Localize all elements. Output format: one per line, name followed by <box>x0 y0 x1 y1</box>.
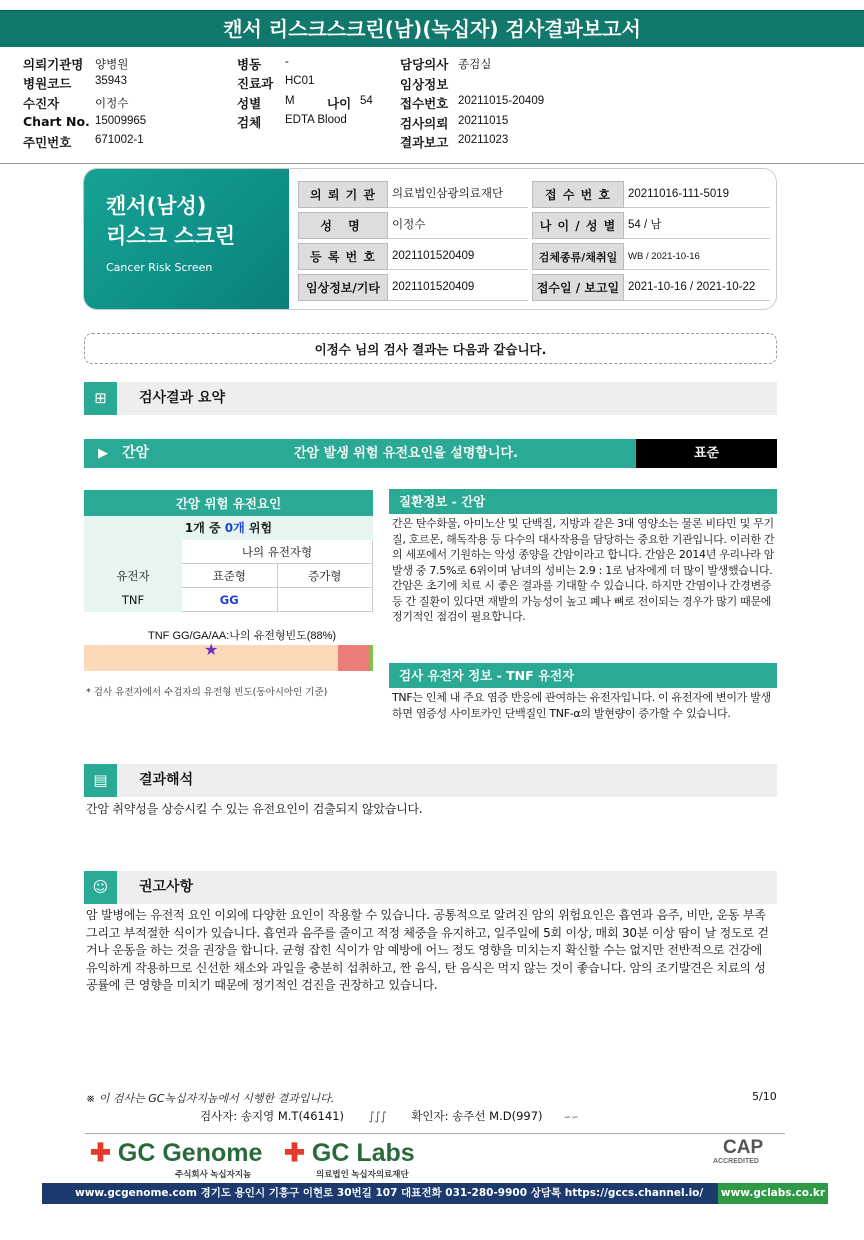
card-title-1: 캔서(남성) <box>106 194 207 218</box>
interpret-title: 결과해석 <box>139 772 194 788</box>
play-icon: ▶ <box>98 446 108 461</box>
freq-bar <box>84 645 373 671</box>
card-label: 검체종류/채취일 <box>532 243 624 270</box>
inspector: 검사자: 송지영 M.T(46141) <box>200 1109 344 1123</box>
cross-icon: ✚ <box>284 1139 305 1167</box>
dept-label: 진료과 <box>237 76 274 91</box>
risk-count-num: 0개 <box>224 521 245 535</box>
source-note: ※ 이 검사는 GC녹십자지놈에서 시행한 결과입니다. <box>86 1092 335 1105</box>
card-value: 의료법인삼광의료재단 <box>388 181 528 208</box>
gene-table <box>84 490 373 612</box>
age-label: 나이 <box>327 96 352 111</box>
accession-label: 접수번호 <box>400 96 449 111</box>
report-label: 결과보고 <box>400 135 449 150</box>
patient-value: 이정수 <box>95 98 129 110</box>
card-value: 54 / 남 <box>624 212 770 239</box>
clinical-label: 임상정보 <box>400 77 449 92</box>
bottom-bar <box>42 1183 828 1204</box>
footnote: * 검사 유전자에서 수검자의 유전형 빈도(동아시아인 기준) <box>86 687 328 698</box>
ward-label: 병동 <box>237 57 262 72</box>
gc-labs-text: GC Labs <box>311 1139 415 1167</box>
status-badge: 표준 <box>636 439 777 468</box>
report-title: 캔서 리스크스크린(남)(녹십자) 검사결과보고서 <box>0 10 864 47</box>
report-value: 20211023 <box>458 134 509 146</box>
patient-header <box>0 49 864 164</box>
card-value: 2021-10-16 / 2021-10-22 <box>624 274 770 301</box>
code-value: 35943 <box>95 75 127 87</box>
divider <box>85 1133 785 1134</box>
disease-info-title: 질환정보 - 간암 <box>389 489 777 514</box>
confirmer: 확인자: 송주선 M.D(997) <box>411 1109 543 1123</box>
chart-label: Chart No. <box>23 114 90 129</box>
result-notice: 이정수 님의 검사 결과는 다음과 같습니다. <box>84 333 777 364</box>
specimen-label: 검체 <box>237 115 262 130</box>
cap-logo: CAP <box>723 1137 764 1158</box>
empty-cell <box>85 540 182 564</box>
gc-labs-logo <box>284 1138 415 1168</box>
card-subtitle: Cancer Risk Screen <box>106 261 213 274</box>
risk-count-pre: 1개 중 <box>184 521 225 535</box>
gc-genome-text: GC Genome <box>117 1139 263 1167</box>
freq-segment-green <box>370 645 373 671</box>
freq-label: TNF GG/GA/AA:나의 유전형빈도(88%) <box>148 630 337 642</box>
card-label: 의 뢰 기 관 <box>298 181 388 208</box>
risk-count-post: 위험 <box>244 521 273 535</box>
freq-segment-red <box>338 645 370 671</box>
rrn-value: 671002-1 <box>95 134 144 146</box>
card-label: 등 록 번 호 <box>298 243 388 270</box>
bottom-address: www.gcgenome.com 경기도 용인시 기흥구 이현로 30번길 107 대표전화 031-280-9900 상담톡 https://gccs.channel.io/ <box>75 1187 704 1199</box>
card-banner <box>84 169 289 310</box>
my-type-header: 나의 유전자형 <box>182 540 373 564</box>
ward-value: - <box>285 56 289 68</box>
card-title-2: 리스크 스크린 <box>106 224 236 248</box>
gene-header: 유전자 <box>85 564 182 588</box>
interpret-section-header <box>84 764 777 797</box>
interpret-text: 간암 취약성을 상승시킬 수 있는 유전요인이 검출되지 않았습니다. <box>86 802 423 816</box>
card-value: WB / 2021-10-16 <box>624 243 770 270</box>
card-value: 20211016-111-5019 <box>624 181 770 208</box>
test-info-card <box>83 168 777 310</box>
signature-1: ∫∫∫ <box>368 1109 387 1123</box>
liver-desc: 간암 발생 위험 유전요인을 설명합니다. <box>294 446 518 461</box>
risk-count <box>85 516 373 540</box>
patient-label: 수진자 <box>23 96 60 111</box>
clipboard-icon: ▤ <box>84 764 117 797</box>
card-value: 이정수 <box>388 212 528 239</box>
dept-value: HC01 <box>285 75 315 87</box>
chart-value: 15009965 <box>95 115 147 127</box>
gc-genome-sub: 주식회사 녹십자지놈 <box>175 1169 252 1179</box>
card-label: 성 명 <box>298 212 388 239</box>
cross-icon: ✚ <box>90 1139 111 1167</box>
sex-label: 성별 <box>237 96 262 111</box>
disease-info-text: 간은 탄수화물, 아미노산 및 단백질, 지방과 같은 3대 영양소는 물론 비타민 및 무기질, 호르몬, 해독작용 등 다수의 대사작용을 담당하는 중요한 기관입니다. 이러한 간의 세포에서 기원하는 악성 종양을 간암이라고 합니다. 간암은 2014년 우리나라 암 발생 중 7.5%로 6위이며 남녀의 성비는 2.9 : 1로 남자에게 더 많이 발생했습니다. 간암은 초기에 치료 시 좋은 결과를 기대할 수 있습니다. 하지만 간염이나 간경변증 등 간 질환이 있다면 재발의 가능성이 높고 폐나 뼈로 전이되는 경우가 많기 때문에 정기적인 점검이 필요합니다. <box>392 517 775 623</box>
doctor-label: 담당의사 <box>400 57 449 72</box>
advice-title: 권고사항 <box>139 879 194 895</box>
std-value: GG <box>182 588 278 612</box>
consult-icon: ☺ <box>84 871 117 904</box>
folder-plus-icon: ⊞ <box>84 382 117 415</box>
accession-value: 20211015-20409 <box>458 95 545 107</box>
card-value: 2021101520409 <box>388 243 528 270</box>
liver-cancer-bar <box>84 439 777 468</box>
advice-section-header <box>84 871 777 904</box>
star-icon: ★ <box>204 640 219 659</box>
gc-genome-logo <box>90 1138 262 1168</box>
card-value: 2021101520409 <box>388 274 528 301</box>
page-number: 5/10 <box>752 1090 777 1103</box>
inst-value: 양병원 <box>95 59 129 71</box>
card-label: 접수일 / 보고일 <box>532 274 624 301</box>
cap-sub: ACCREDITED <box>713 1158 759 1165</box>
inc-header: 증가형 <box>277 564 373 588</box>
gene-info-title: 검사 유전자 정보 - TNF 유전자 <box>389 663 777 688</box>
summary-section-header <box>84 382 777 415</box>
request-label: 검사의뢰 <box>400 116 449 131</box>
request-value: 20211015 <box>458 115 509 127</box>
bottom-website[interactable]: www.gclabs.co.kr <box>718 1183 828 1204</box>
sex-value: M <box>285 95 295 107</box>
gene-info-text: TNF는 인체 내 주요 염증 반응에 관여하는 유전자입니다. 이 유전자에 변이가 발생하면 염증성 사이토카인 단백질인 TNF-α의 발현량이 증가할 수 있습니다. <box>392 691 771 720</box>
age-value: 54 <box>360 95 373 107</box>
card-label: 접 수 번 호 <box>532 181 624 208</box>
specimen-value: EDTA Blood <box>285 114 347 126</box>
code-label: 병원코드 <box>23 76 72 91</box>
advice-text: 암 발병에는 유전적 요인 이외에 다양한 요인이 작용할 수 있습니다. 공통적으로 알려진 암의 위험요인은 흡연과 음주, 비만, 운동 부족 그리고 부적절한 식이가 있습니다. 흡연과 음주를 줄이고 적정 체중을 유지하고, 일주일에 5회 이상, 매회 30분 이상 땀이 날 정도로 걷거나 운동을 하는 것을 권장을 합니다. 균형 잡힌 식이가 암 예방에 어느 정도 영향을 미치는지 확신할 수는 없지만 전반적으로 건강에 유익하게 작용하므로 신선한 채소와 과일을 충분히 섭취하고, 짠 음식, 탄 음식은 먹지 않는 것이 좋습니다. 암의 조기발견은 치료의 성공률에 큰 영향을 미치기 때문에 정기적인 검진을 권장하고 있습니다. <box>86 908 769 992</box>
gene-table-title: 간암 위험 유전요인 <box>85 491 373 516</box>
signers <box>200 1108 596 1124</box>
rrn-label: 주민번호 <box>23 135 72 150</box>
inst-label: 의뢰기관명 <box>23 57 84 72</box>
gc-labs-sub: 의료법인 녹십자의료재단 <box>316 1169 409 1179</box>
card-label: 임상정보/기타 <box>298 274 388 301</box>
std-header: 표준형 <box>182 564 278 588</box>
card-label: 나 이 / 성 별 <box>532 212 624 239</box>
summary-title: 검사결과 요약 <box>139 390 226 406</box>
inc-value <box>277 588 373 612</box>
liver-name: 간암 <box>122 445 150 461</box>
signature-2: ∽∽ <box>563 1113 579 1123</box>
gene-name: TNF <box>85 588 182 612</box>
doctor-value: 종검실 <box>458 59 492 71</box>
